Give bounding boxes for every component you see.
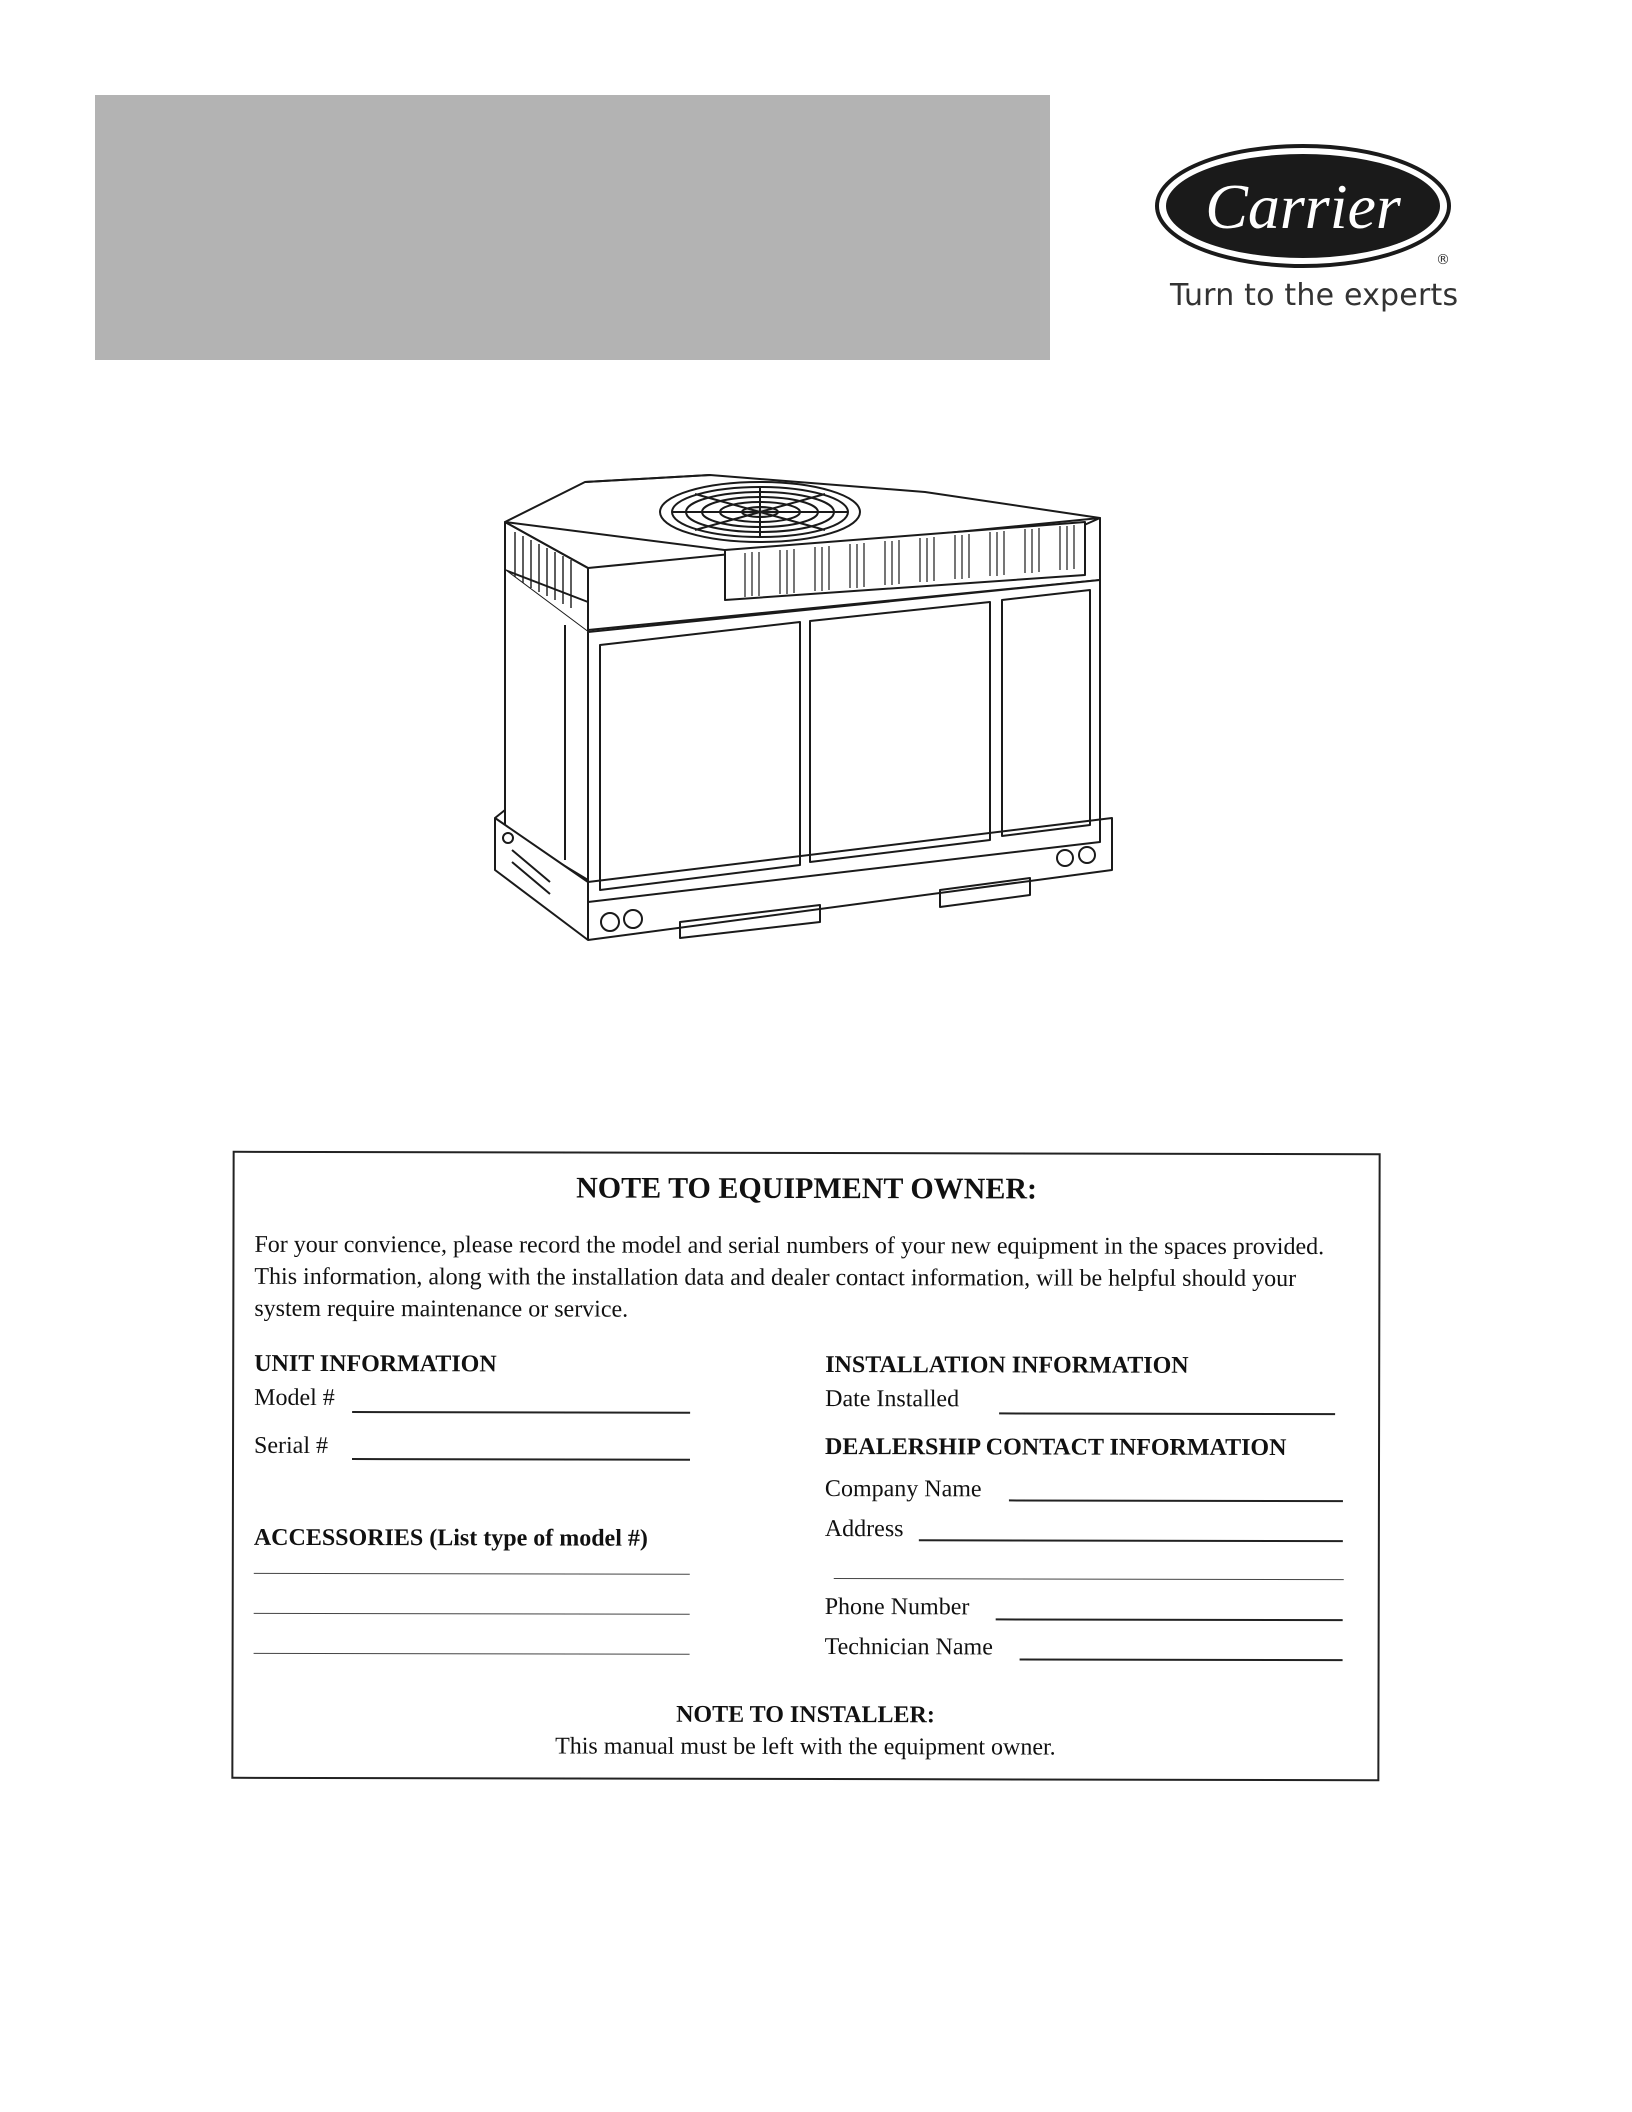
registered-mark: ® <box>1436 252 1450 268</box>
logo-tagline: Turn to the experts <box>1170 278 1459 313</box>
date-installed-field[interactable] <box>999 1412 1335 1415</box>
accessory-line-2[interactable] <box>254 1613 690 1615</box>
packaged-unit-illustration <box>490 470 1125 1060</box>
address-line-2[interactable] <box>834 1578 1344 1580</box>
installer-note-text: This manual must be left with the equipment owner. <box>555 1733 1056 1761</box>
accessory-line-3[interactable] <box>254 1653 690 1655</box>
technician-name-label: Technician Name <box>824 1634 993 1661</box>
serial-field[interactable] <box>352 1458 690 1461</box>
address-field[interactable] <box>919 1539 1343 1542</box>
date-installed-label: Date Installed <box>825 1386 960 1413</box>
technician-name-field[interactable] <box>1020 1658 1343 1661</box>
dealership-heading: DEALERSHIP CONTACT INFORMATION <box>825 1434 1287 1462</box>
installation-info-heading: INSTALLATION INFORMATION <box>825 1352 1189 1379</box>
address-label: Address <box>824 1516 904 1543</box>
accessory-line-1[interactable] <box>254 1573 690 1575</box>
model-field[interactable] <box>352 1411 690 1414</box>
phone-number-label: Phone Number <box>824 1594 970 1621</box>
company-name-label: Company Name <box>824 1476 982 1503</box>
serial-label: Serial # <box>254 1432 329 1459</box>
model-label: Model # <box>254 1384 335 1412</box>
unit-info-heading: UNIT INFORMATION <box>254 1350 497 1378</box>
accessories-heading: ACCESSORIES (List type of model #) <box>253 1524 648 1552</box>
installer-note-title: NOTE TO INSTALLER: <box>676 1701 935 1729</box>
owner-note-box <box>231 1151 1380 1781</box>
phone-number-field[interactable] <box>996 1618 1343 1621</box>
owner-note-title: NOTE TO EQUIPMENT OWNER: <box>576 1171 1038 1206</box>
owner-note-intro: For your convience, please record the model and serial numbers of your new equipment in the spaces provided. This information, along with the installation data and dealer contact information, will be helpful should your system require maintenance or service. <box>254 1231 1325 1323</box>
logo-wordmark: Carrier <box>1205 171 1401 242</box>
title-banner <box>95 95 1050 360</box>
company-name-field[interactable] <box>1009 1499 1343 1502</box>
